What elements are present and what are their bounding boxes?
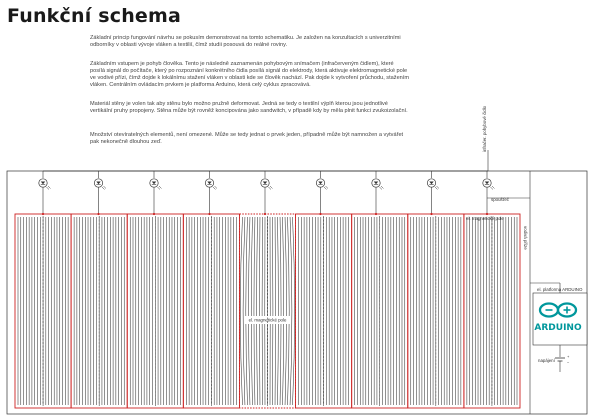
motion-sensor-icon bbox=[483, 171, 495, 214]
yarn-label: vodivá příze bbox=[523, 226, 528, 250]
material-paragraph: Materiál stěny je volen tak aby stěnu bylo možno pružně deformovat. Jedná se tedy o textilní výplň kterou jsou jednotlivé vertikální pruhy propojeny. Stěna může být rovněž koncipována jako sandwitch, v případě kdy by měla plnit funkci zvukoizolační. bbox=[90, 101, 408, 114]
motion-sensor-icon bbox=[372, 171, 384, 214]
field-top-label: el. magnetické pole bbox=[466, 216, 504, 221]
motion-sensor-icon bbox=[39, 171, 51, 214]
svg-text:+: + bbox=[567, 354, 570, 359]
arduino-logo-text: ARDUINO bbox=[534, 323, 582, 333]
trigger-label: spoušťeč bbox=[491, 197, 509, 202]
sensors-group bbox=[39, 171, 560, 293]
battery-icon bbox=[555, 345, 570, 372]
motion-sensor-icon bbox=[427, 171, 439, 214]
sensor-label: infračer. pohybové čidlo bbox=[482, 105, 487, 152]
wall-panel bbox=[467, 216, 517, 406]
intro-paragraph: Základní princip fungování návrhu se pokusím demonstrovat na tomto schematiku. Je založen na konzultacích s univerzitními odborníky v oblasti vývoje vláken a textilií, čímž studii posouvá do reálné roviny. bbox=[90, 35, 401, 48]
open-panel bbox=[240, 216, 294, 406]
platform-label: el. platforma ARDUINO bbox=[537, 287, 583, 292]
motion-sensor-icon bbox=[205, 171, 217, 214]
arduino-board bbox=[533, 293, 587, 345]
motion-sensor-icon bbox=[261, 171, 273, 214]
motion-sensor-icon bbox=[94, 171, 106, 214]
wall-panel bbox=[18, 216, 68, 406]
wall-panel bbox=[74, 216, 124, 406]
motion-sensor-icon bbox=[316, 171, 328, 214]
wall-panel bbox=[130, 216, 180, 406]
field-center-label: el. magnetické pole bbox=[248, 317, 287, 323]
arduino-platform bbox=[533, 293, 587, 345]
panels-group bbox=[18, 216, 517, 406]
wall-panel bbox=[355, 216, 405, 406]
wire-frame bbox=[7, 171, 587, 414]
wall-panel bbox=[411, 216, 461, 406]
motion-sensor-icon bbox=[150, 171, 162, 214]
wall-panel bbox=[186, 216, 236, 406]
svg-text:−: − bbox=[567, 360, 570, 365]
quantity-paragraph: Množství otevíratelných elementů, není omezené. Může se tedy jednat o prvek jeden, případně může být namnožen a vytvářet pak nekonečně dlouhou zeď. bbox=[90, 132, 404, 145]
page-title: Funkční schema bbox=[7, 5, 182, 27]
wall-panel bbox=[299, 216, 349, 406]
supply-label: napájení bbox=[538, 358, 555, 363]
principle-paragraph: Základním vstupem je pohyb člověka. Tento je následně zaznamenán pohybovým snímačem (infračerveným čidlem), které posílá signál do počítače, který po rozpoznání konkrétního čidla posílá signál do elektrody, která aktivuje elektromagnetické pole ve vodivé přízi, čímž dojde k lokálnímu stažení vláken v oblasti kde se člověk nachází. Pak dojde k vytvoření průchodu, stažením vláken. Centrálním ovládacím prvkem je platforma Arduino, která celý cyklus zpracovává. bbox=[90, 61, 410, 88]
